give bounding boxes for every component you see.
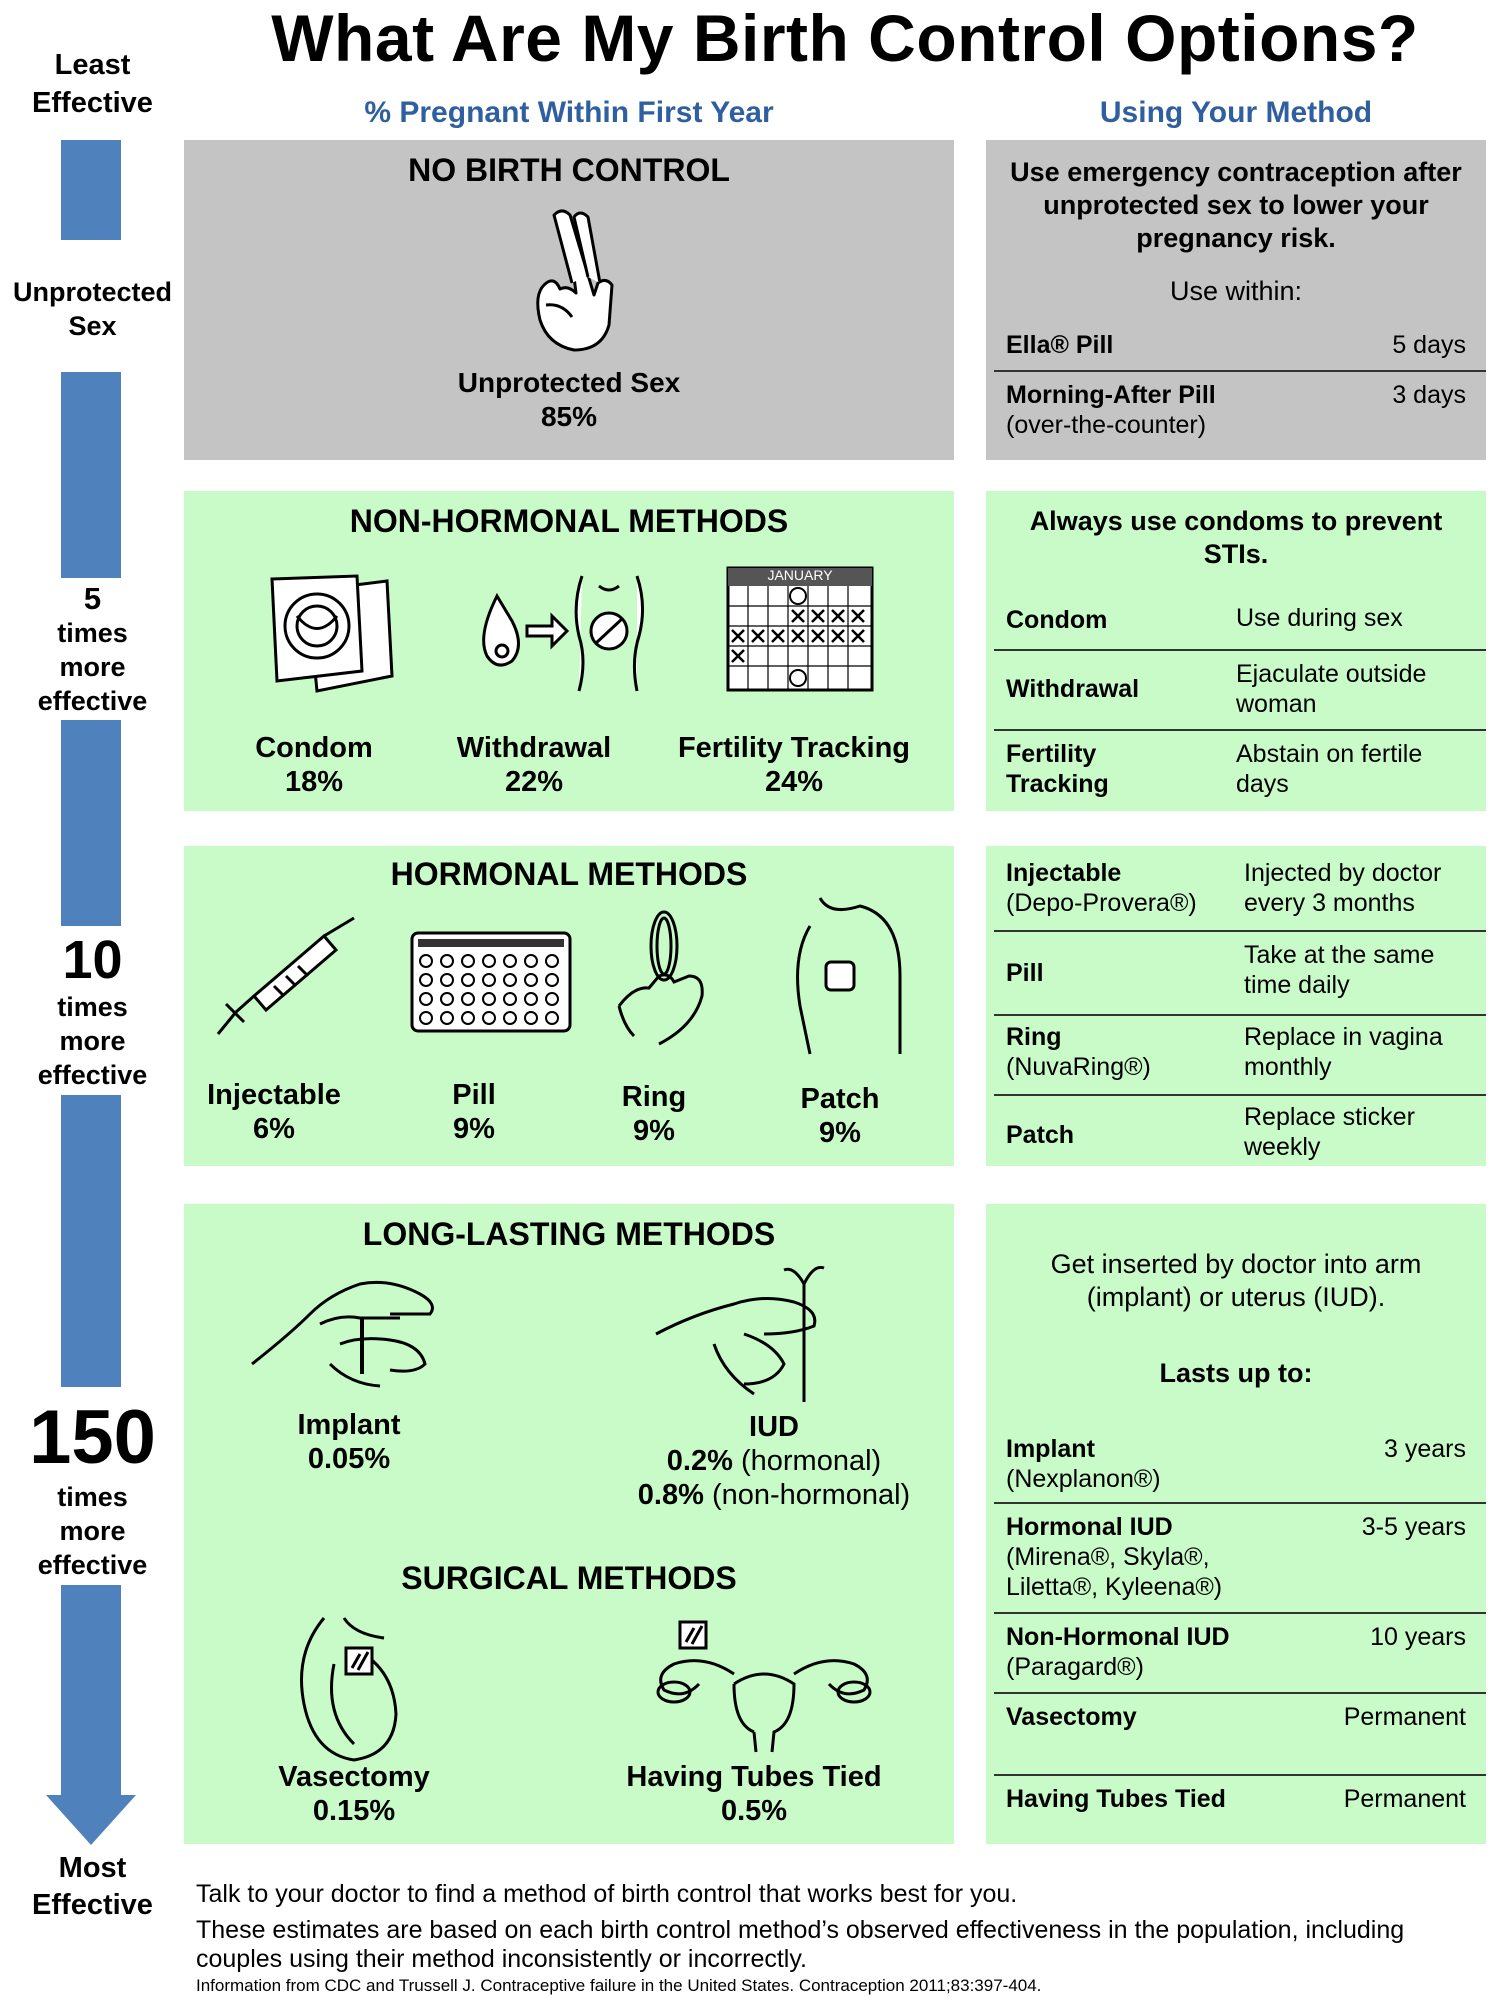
method-percent: 9% xyxy=(819,1117,861,1149)
method-percent: 0.5% xyxy=(720,1795,788,1827)
unprotected-sex-scale-label xyxy=(0,275,185,343)
condom-sti-intro: Always use condoms to prevent STIs. xyxy=(1029,506,1443,569)
row-name: Morning-After Pill xyxy=(1006,381,1216,409)
non-hormonal-iud-row-name xyxy=(1006,1622,1230,1682)
patch-row-value: Replace sticker weekly xyxy=(1244,1103,1415,1161)
injectable-row-value: Injected by doctor every 3 months xyxy=(1244,859,1442,917)
scale-bar-segment xyxy=(61,140,121,240)
fertility-row-value: Abstain on fertile days xyxy=(1236,740,1423,798)
pill-row-name: Pill xyxy=(1006,959,1044,987)
method-percent: 22% xyxy=(504,766,564,798)
withdrawal-row-name: Withdrawal xyxy=(1006,675,1140,703)
ring-hand-icon xyxy=(614,906,714,1046)
condom-icon xyxy=(262,571,402,701)
non-hormonal-panel xyxy=(184,491,954,811)
row-subname: (NuvaRing®) xyxy=(1006,1053,1151,1081)
effective-label: effective xyxy=(37,686,148,716)
multiplier-number: 10 xyxy=(62,930,123,990)
non-hormonal-usage-panel xyxy=(986,491,1486,811)
method-percent: 18% xyxy=(284,766,344,798)
ella-pill-value: 5 days xyxy=(1392,331,1466,359)
method-label: Injectable xyxy=(207,1079,341,1111)
morning-after-pill-name xyxy=(1006,380,1216,440)
left-column-header: % Pregnant Within First Year xyxy=(364,96,774,129)
divider xyxy=(994,370,1486,372)
method-percent: 0.05% xyxy=(307,1443,391,1475)
condom-row-name: Condom xyxy=(1006,606,1108,634)
non-hormonal-iud-row-value: 10 years xyxy=(1370,1623,1466,1651)
syringe-icon xyxy=(214,916,364,1046)
long-lasting-usage-panel xyxy=(986,1204,1486,1844)
patch-item xyxy=(780,1082,900,1150)
method-percent: 9% xyxy=(453,1113,495,1145)
section-header: NO BIRTH CONTROL xyxy=(408,152,730,188)
method-label: Withdrawal xyxy=(456,732,612,764)
condom-item xyxy=(214,731,414,799)
unprotected-label: Unprotected xyxy=(12,277,172,307)
no-birth-control-panel xyxy=(184,140,954,460)
insertion-intro: Get inserted by doctor into arm (implant) or uterus (IUD). xyxy=(1050,1249,1422,1312)
vasectomy-row-name: Vasectomy xyxy=(1006,1703,1137,1731)
uterus-icon xyxy=(644,1614,884,1754)
ring-row-value: Replace in vagina monthly xyxy=(1244,1023,1443,1081)
row-subname: (Mirena®, Skyla®, Liletta®, Kyleena®) xyxy=(1006,1543,1223,1601)
hormonal-iud-row-value: 3-5 years xyxy=(1361,1513,1466,1541)
long-lasting-panel xyxy=(184,1204,954,1844)
tubes-tied-row-value: Permanent xyxy=(1343,1785,1466,1813)
footer-note: These estimates are based on each birth control method’s observed effectiveness in the population, including couples using their method inconsistently or incorrectly. xyxy=(196,1916,1405,1973)
hormonal-iud-row-name xyxy=(1006,1512,1256,1602)
method-label: IUD xyxy=(749,1411,799,1443)
injectable-row-name xyxy=(1006,858,1197,918)
row-name: Injectable xyxy=(1006,859,1122,887)
method-percent: 9% xyxy=(633,1115,675,1147)
times-label: times xyxy=(57,618,128,648)
calendar-month: JANUARY xyxy=(767,567,833,583)
vasectomy-item xyxy=(224,1760,484,1828)
withdrawal-row-value: Ejaculate outside woman xyxy=(1236,660,1427,718)
ella-pill-name: Ella® Pill xyxy=(1006,331,1114,359)
method-percent: 0.8% xyxy=(637,1479,704,1511)
least-label: Least xyxy=(54,49,131,81)
most-label: Most xyxy=(58,1852,127,1884)
row-subname: (over-the-counter) xyxy=(1006,411,1207,439)
scale-bar-segment xyxy=(61,372,121,578)
method-label: Having Tubes Tied xyxy=(626,1761,882,1793)
divider xyxy=(994,1094,1486,1096)
emergency-contraception-panel xyxy=(986,140,1486,460)
method-note: (non-hormonal) xyxy=(711,1479,911,1511)
most-effective-label xyxy=(0,1850,185,1924)
arm-patch-icon xyxy=(790,896,910,1056)
ring-row-name xyxy=(1006,1022,1151,1082)
section-header: LONG-LASTING METHODS xyxy=(362,1216,776,1252)
lasts-up-to-label: Lasts up to: xyxy=(1159,1358,1313,1388)
effective-label: Effective xyxy=(32,1889,153,1921)
times-label: times xyxy=(57,1482,128,1512)
divider xyxy=(994,1014,1486,1016)
row-subname: (Nexplanon®) xyxy=(1006,1465,1161,1493)
tubes-tied-item xyxy=(574,1760,934,1828)
hormonal-usage-panel xyxy=(986,846,1486,1166)
method-percent: 6% xyxy=(253,1113,295,1145)
row-name: Implant xyxy=(1006,1435,1095,1463)
method-label: Ring xyxy=(621,1081,687,1113)
page-title: What Are My Birth Control Options? xyxy=(271,1,1419,75)
least-effective-label xyxy=(0,46,185,122)
pill-item xyxy=(414,1078,534,1146)
vasectomy-row-value: Permanent xyxy=(1343,1703,1466,1731)
unprotected-sex-item xyxy=(184,366,954,434)
more-label: more xyxy=(59,652,126,682)
method-label: Implant xyxy=(297,1409,401,1441)
section-header: HORMONAL METHODS xyxy=(390,856,748,892)
down-arrow-icon xyxy=(46,1795,136,1847)
divider xyxy=(994,649,1486,651)
divider xyxy=(994,930,1486,932)
method-label: Vasectomy xyxy=(278,1761,430,1793)
divider xyxy=(994,1692,1486,1694)
row-name: Non-Hormonal IUD xyxy=(1006,1623,1230,1651)
more-label: more xyxy=(59,1026,126,1056)
hormonal-panel xyxy=(184,846,954,1166)
use-within-label: Use within: xyxy=(1169,276,1303,306)
ten-times-label xyxy=(0,930,185,1092)
implant-row-value: 3 years xyxy=(1384,1435,1466,1463)
scale-bar-segment xyxy=(61,1585,121,1797)
divider xyxy=(994,1502,1486,1504)
row-name: Ring xyxy=(1006,1023,1062,1051)
effective-label: Effective xyxy=(32,87,153,119)
multiplier-number: 150 xyxy=(29,1395,156,1480)
pill-row-value: Take at the same time daily xyxy=(1244,941,1435,999)
iud-hand-icon xyxy=(654,1254,854,1404)
row-subname: (Paragard®) xyxy=(1006,1653,1144,1681)
more-label: more xyxy=(59,1516,126,1546)
condom-row-value: Use during sex xyxy=(1236,604,1403,632)
withdrawal-icon xyxy=(467,566,647,696)
method-percent: 0.15% xyxy=(312,1795,396,1827)
method-percent: 0.2% xyxy=(666,1445,733,1477)
tubes-tied-row-name: Having Tubes Tied xyxy=(1006,1785,1226,1813)
method-label: Condom xyxy=(255,732,373,764)
fertility-tracking-item xyxy=(654,731,934,799)
divider xyxy=(994,1774,1486,1776)
scale-bar-segment xyxy=(61,1095,121,1387)
method-percent: 24% xyxy=(764,766,824,798)
multiplier-number: 5 xyxy=(83,581,102,616)
vasectomy-icon xyxy=(284,1614,414,1764)
divider xyxy=(994,1612,1486,1614)
implant-item xyxy=(244,1408,454,1476)
method-note: (hormonal) xyxy=(740,1445,882,1477)
fertility-row-name: Fertility Tracking xyxy=(1006,740,1109,798)
calendar-icon xyxy=(726,566,874,692)
right-column-header: Using Your Method xyxy=(1099,96,1373,129)
footer-source: Information from CDC and Trussell J. Contraceptive failure in the United States. Contraception 2011;83:397-404. xyxy=(196,1976,1042,1995)
five-times-label xyxy=(0,582,185,718)
scale-bar-segment xyxy=(61,720,121,926)
implant-arm-icon xyxy=(250,1274,440,1404)
implant-row-name xyxy=(1006,1434,1161,1494)
one-fifty-times-label xyxy=(0,1396,185,1582)
ring-item xyxy=(594,1080,714,1148)
row-subname: (Depo-Provera®) xyxy=(1006,889,1197,917)
pill-pack-icon xyxy=(410,931,572,1033)
effective-label: effective xyxy=(37,1060,148,1090)
emergency-intro: Use emergency contraception after unprotected sex to lower your pregnancy risk. xyxy=(1010,157,1462,253)
row-name: Hormonal IUD xyxy=(1006,1513,1173,1541)
method-label: Patch xyxy=(800,1083,880,1115)
method-label: Fertility Tracking xyxy=(677,732,911,764)
injectable-item xyxy=(204,1078,344,1146)
times-label: times xyxy=(57,992,128,1022)
section-header: SURGICAL METHODS xyxy=(401,1560,737,1596)
sex-label: Sex xyxy=(68,311,117,341)
iud-item xyxy=(574,1410,974,1512)
patch-row-name: Patch xyxy=(1006,1121,1075,1149)
section-header: NON-HORMONAL METHODS xyxy=(349,503,789,539)
footer-advice: Talk to your doctor to find a method of birth control that works best for you. xyxy=(196,1880,1018,1908)
morning-after-pill-value: 3 days xyxy=(1392,381,1466,409)
method-label: Pill xyxy=(452,1079,496,1111)
divider xyxy=(994,729,1486,731)
effective-label: effective xyxy=(37,1550,148,1580)
method-label: Unprotected Sex xyxy=(457,367,681,398)
method-percent: 85% xyxy=(540,401,598,432)
withdrawal-item xyxy=(434,731,634,799)
crossed-fingers-icon xyxy=(514,205,634,355)
